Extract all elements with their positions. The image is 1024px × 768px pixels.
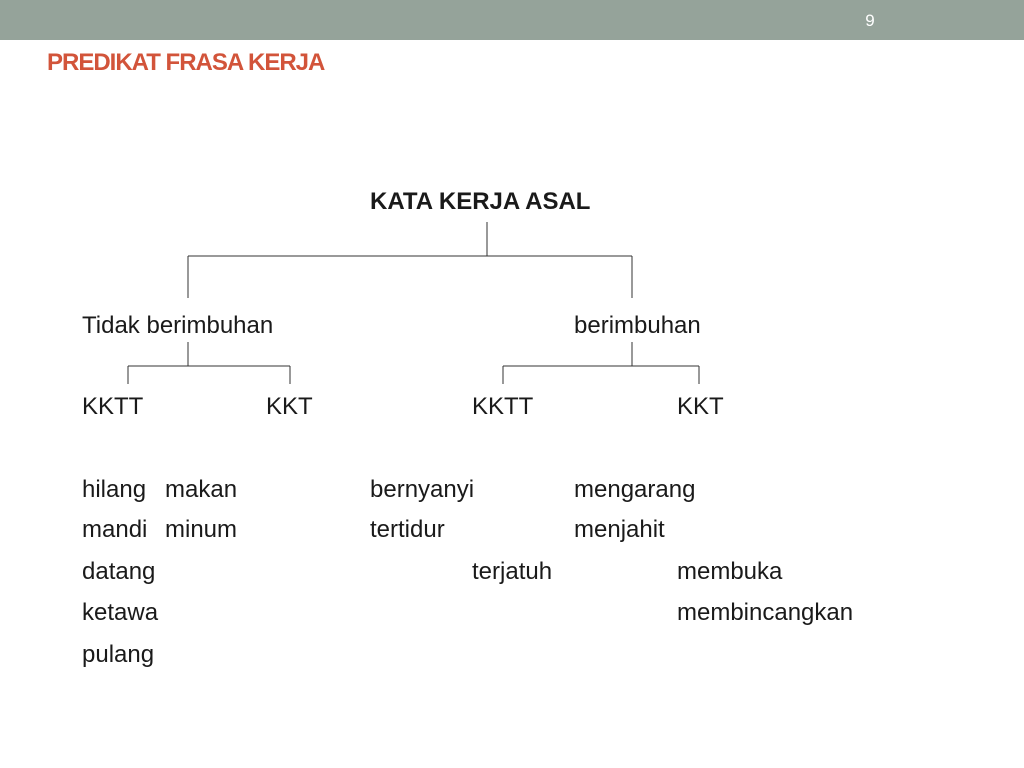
slide-title: PREDIKAT FRASA KERJA xyxy=(47,49,325,76)
example-word: ketawa xyxy=(82,599,159,626)
example-word: datang xyxy=(82,558,156,585)
example-word: membincangkan xyxy=(677,599,854,626)
root-node: KATA KERJA ASAL xyxy=(370,188,591,215)
example-word: mandi xyxy=(82,516,148,543)
right-kktt-label: KKTT xyxy=(472,393,534,420)
example-word: tertidur xyxy=(370,516,445,543)
left-kktt-label: KKTT xyxy=(82,393,144,420)
example-word: membuka xyxy=(677,558,783,585)
example-word: hilang xyxy=(82,476,147,503)
right-kkt-label: KKT xyxy=(677,393,724,420)
branch-left-label: Tidak berimbuhan xyxy=(82,312,274,339)
example-word: bernyanyi xyxy=(370,476,475,503)
left-kkt-label: KKT xyxy=(266,393,313,420)
example-word: pulang xyxy=(82,641,155,668)
example-word: makan xyxy=(165,476,238,503)
example-word: menjahit xyxy=(574,516,665,543)
slide-number: 9 xyxy=(865,11,875,30)
example-word: minum xyxy=(165,516,238,543)
example-word: terjatuh xyxy=(472,558,553,585)
branch-right-label: berimbuhan xyxy=(574,312,701,339)
example-word: mengarang xyxy=(574,476,696,503)
